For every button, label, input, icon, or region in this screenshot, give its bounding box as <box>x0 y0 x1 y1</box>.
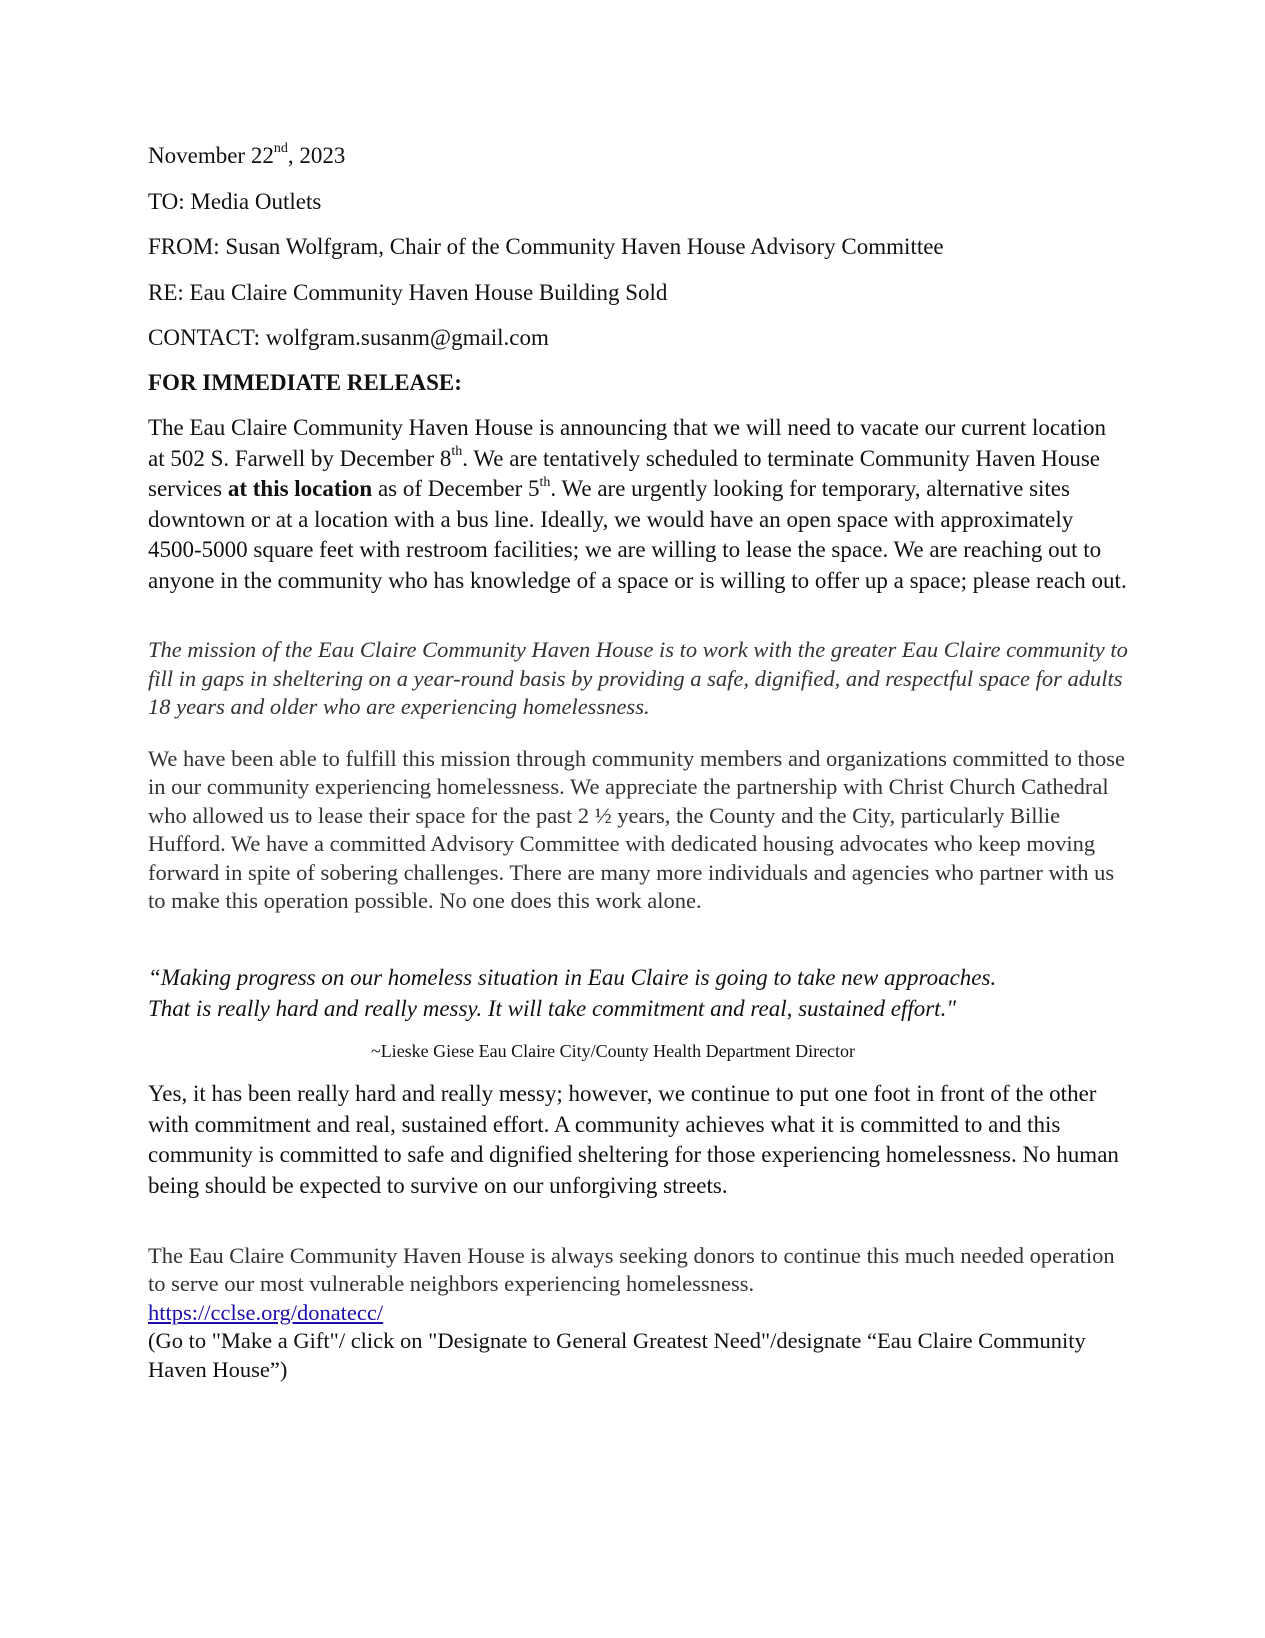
quote-line-1: “Making progress on our homeless situation in Eau Claire is going to take new approaches. <box>148 965 997 990</box>
quote-block <box>148 963 1128 1024</box>
quote-line-2: That is really hard and really messy. It will take commitment and real, sustained effort." <box>148 995 956 1021</box>
to-line: TO: Media Outlets <box>148 189 322 214</box>
date-suffix: nd <box>273 141 288 157</box>
donate-text: The Eau Claire Community Haven House is always seeking donors to continue this much needed operation to serve our most vulnerable neighbors experiencing homelessness. <box>148 1243 1115 1297</box>
date-year: , 2023 <box>287 143 346 168</box>
announcement-text-4: . We are urgently looking for temporary, alternative sites downtown or at a location with a bus line. Ideally, we would have an open space with approximately 4500-5000 square feet with restroom facilities; we are willing to lease the space. We are reaching out to anyone in the community who has knowledge of a space or is willing to offer up a space; please reach out. <box>148 476 1127 593</box>
mission-statement: The mission of the Eau Claire Community Haven House is to work with the greater Eau Claire community to fill in gaps in sheltering on a year-round basis by providing a safe, dignified, and respectful space for adults 18 years and older who are experiencing homelessness. <box>148 637 1128 719</box>
announcement-suffix-1: th <box>451 443 463 459</box>
contact-line: CONTACT: wolfgram.susanm@gmail.com <box>148 325 549 350</box>
announcement-text-3: as of December 5 <box>372 476 540 502</box>
donate-block <box>148 1242 1128 1384</box>
from-line: FROM: Susan Wolfgram, Chair of the Community Haven House Advisory Committee <box>148 234 944 259</box>
announcement-emphasis: at this location <box>227 476 373 502</box>
release-label: FOR IMMEDIATE RELEASE: <box>148 370 462 395</box>
announcement-paragraph <box>148 413 1128 597</box>
quote-attribution: ~Lieske Giese Eau Claire City/County Health Department Director <box>370 1041 856 1061</box>
donate-link[interactable]: https://cclse.org/donatecc/ <box>148 1299 384 1325</box>
date-text: November 22 <box>148 143 274 168</box>
donate-instructions: (Go to "Make a Gift"/ click on "Designate to General Greatest Need"/designate “Eau Claire Community Haven House”) <box>148 1328 1086 1382</box>
date-line <box>148 141 345 171</box>
response-paragraph: Yes, it has been really hard and really messy; however, we continue to put one foot in front of the other with commitment and real, sustained effort. A community achieves what it is committed to and this community is committed to safe and dignified sheltering for those experiencing homelessness. No human being should be expected to survive on our unforgiving streets. <box>148 1081 1119 1198</box>
re-line: RE: Eau Claire Community Haven House Building Sold <box>148 280 668 305</box>
announcement-text-1: The Eau Claire Community Haven House is announcing that we will need to vacate our current location at 502 S. Farwell by December 8 <box>148 415 1107 471</box>
announcement-text-2: . We are tentatively scheduled to terminate Community Haven House services <box>148 445 1101 502</box>
partners-paragraph: We have been able to fulfill this mission through community members and organizations committed to those in our community experiencing homelessness. We appreciate the partnership with Christ Church Cathedral who allowed us to lease their space for the past 2 ½ years, the County and the City, particularly Billie Hufford. We have a committed Advisory Committee with dedicated housing advocates who keep moving forward in spite of sobering challenges. There are many more individuals and agencies who partner with us to make this operation possible. No one does this work alone. <box>148 746 1125 914</box>
announcement-suffix-2: th <box>539 474 551 490</box>
